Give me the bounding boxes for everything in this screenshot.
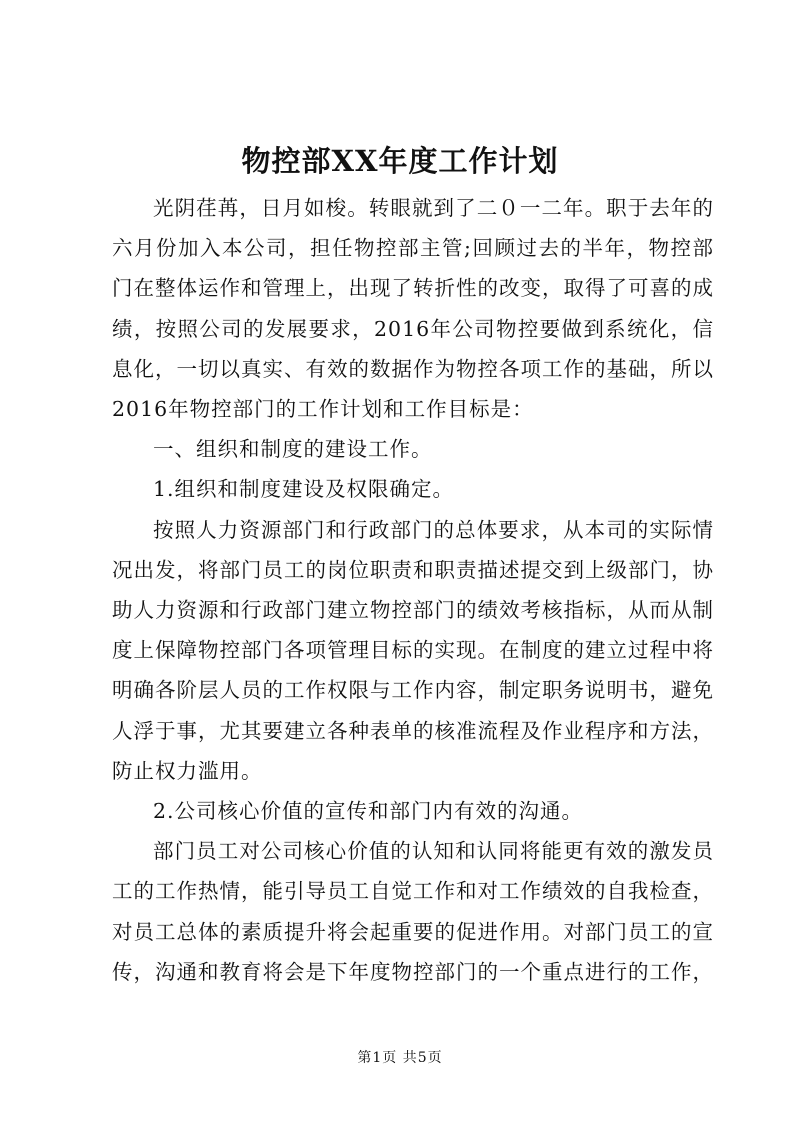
document-title: 物控部XX年度工作计划 [241, 144, 559, 178]
paragraph-intro: 光阴荏苒，日月如梭。转眼就到了二０一二年。职于去年的六月份加入本公司，担任物控部主管;回顾过去的半年，物控部门在整体运作和管理上，出现了转折性的改变，取得了可喜的成绩，按照公司的发展要求，2016年公司物控要做到系统化，信息化，一切以真实、有效的数据作为物控各项工作的基础，所以2016年物控部门的工作计划和工作目标是： [112, 196, 714, 422]
subsection-heading-1: 1.组织和制度建设及权限确定。 [153, 477, 455, 502]
page-number-footer: 第1页 共5页 [357, 1050, 443, 1066]
subsection-heading-2: 2.公司核心价值的宣传和部门内有效的沟通。 [153, 799, 584, 824]
paragraph-body-2: 部门员工对公司核心价值的认知和认同将能更有效的激发员工的工作热情，能引导员工自觉工作和对工作绩效的自我检查，对员工总体的素质提升将会起重要的促进作用。对部门员工的宣传，沟通和教育将会是下年度物控部门的一个重点进行的工作， [112, 839, 714, 984]
paragraph-body-1: 按照人力资源部门和行政部门的总体要求，从本司的实际情况出发，将部门员工的岗位职责和职责描述提交到上级部门，协助人力资源和行政部门建立物控部门的绩效考核指标，从而从制度上保障物控部门各项管理目标的实现。在制度的建立过程中将明确各阶层人员的工作权限与工作内容，制定职务说明书，避免人浮于事，尤其要建立各种表单的核准流程及作业程序和方法，防止权力滥用。 [112, 517, 714, 783]
section-heading-1: 一、组织和制度的建设工作。 [153, 437, 433, 462]
document-body [112, 188, 714, 992]
